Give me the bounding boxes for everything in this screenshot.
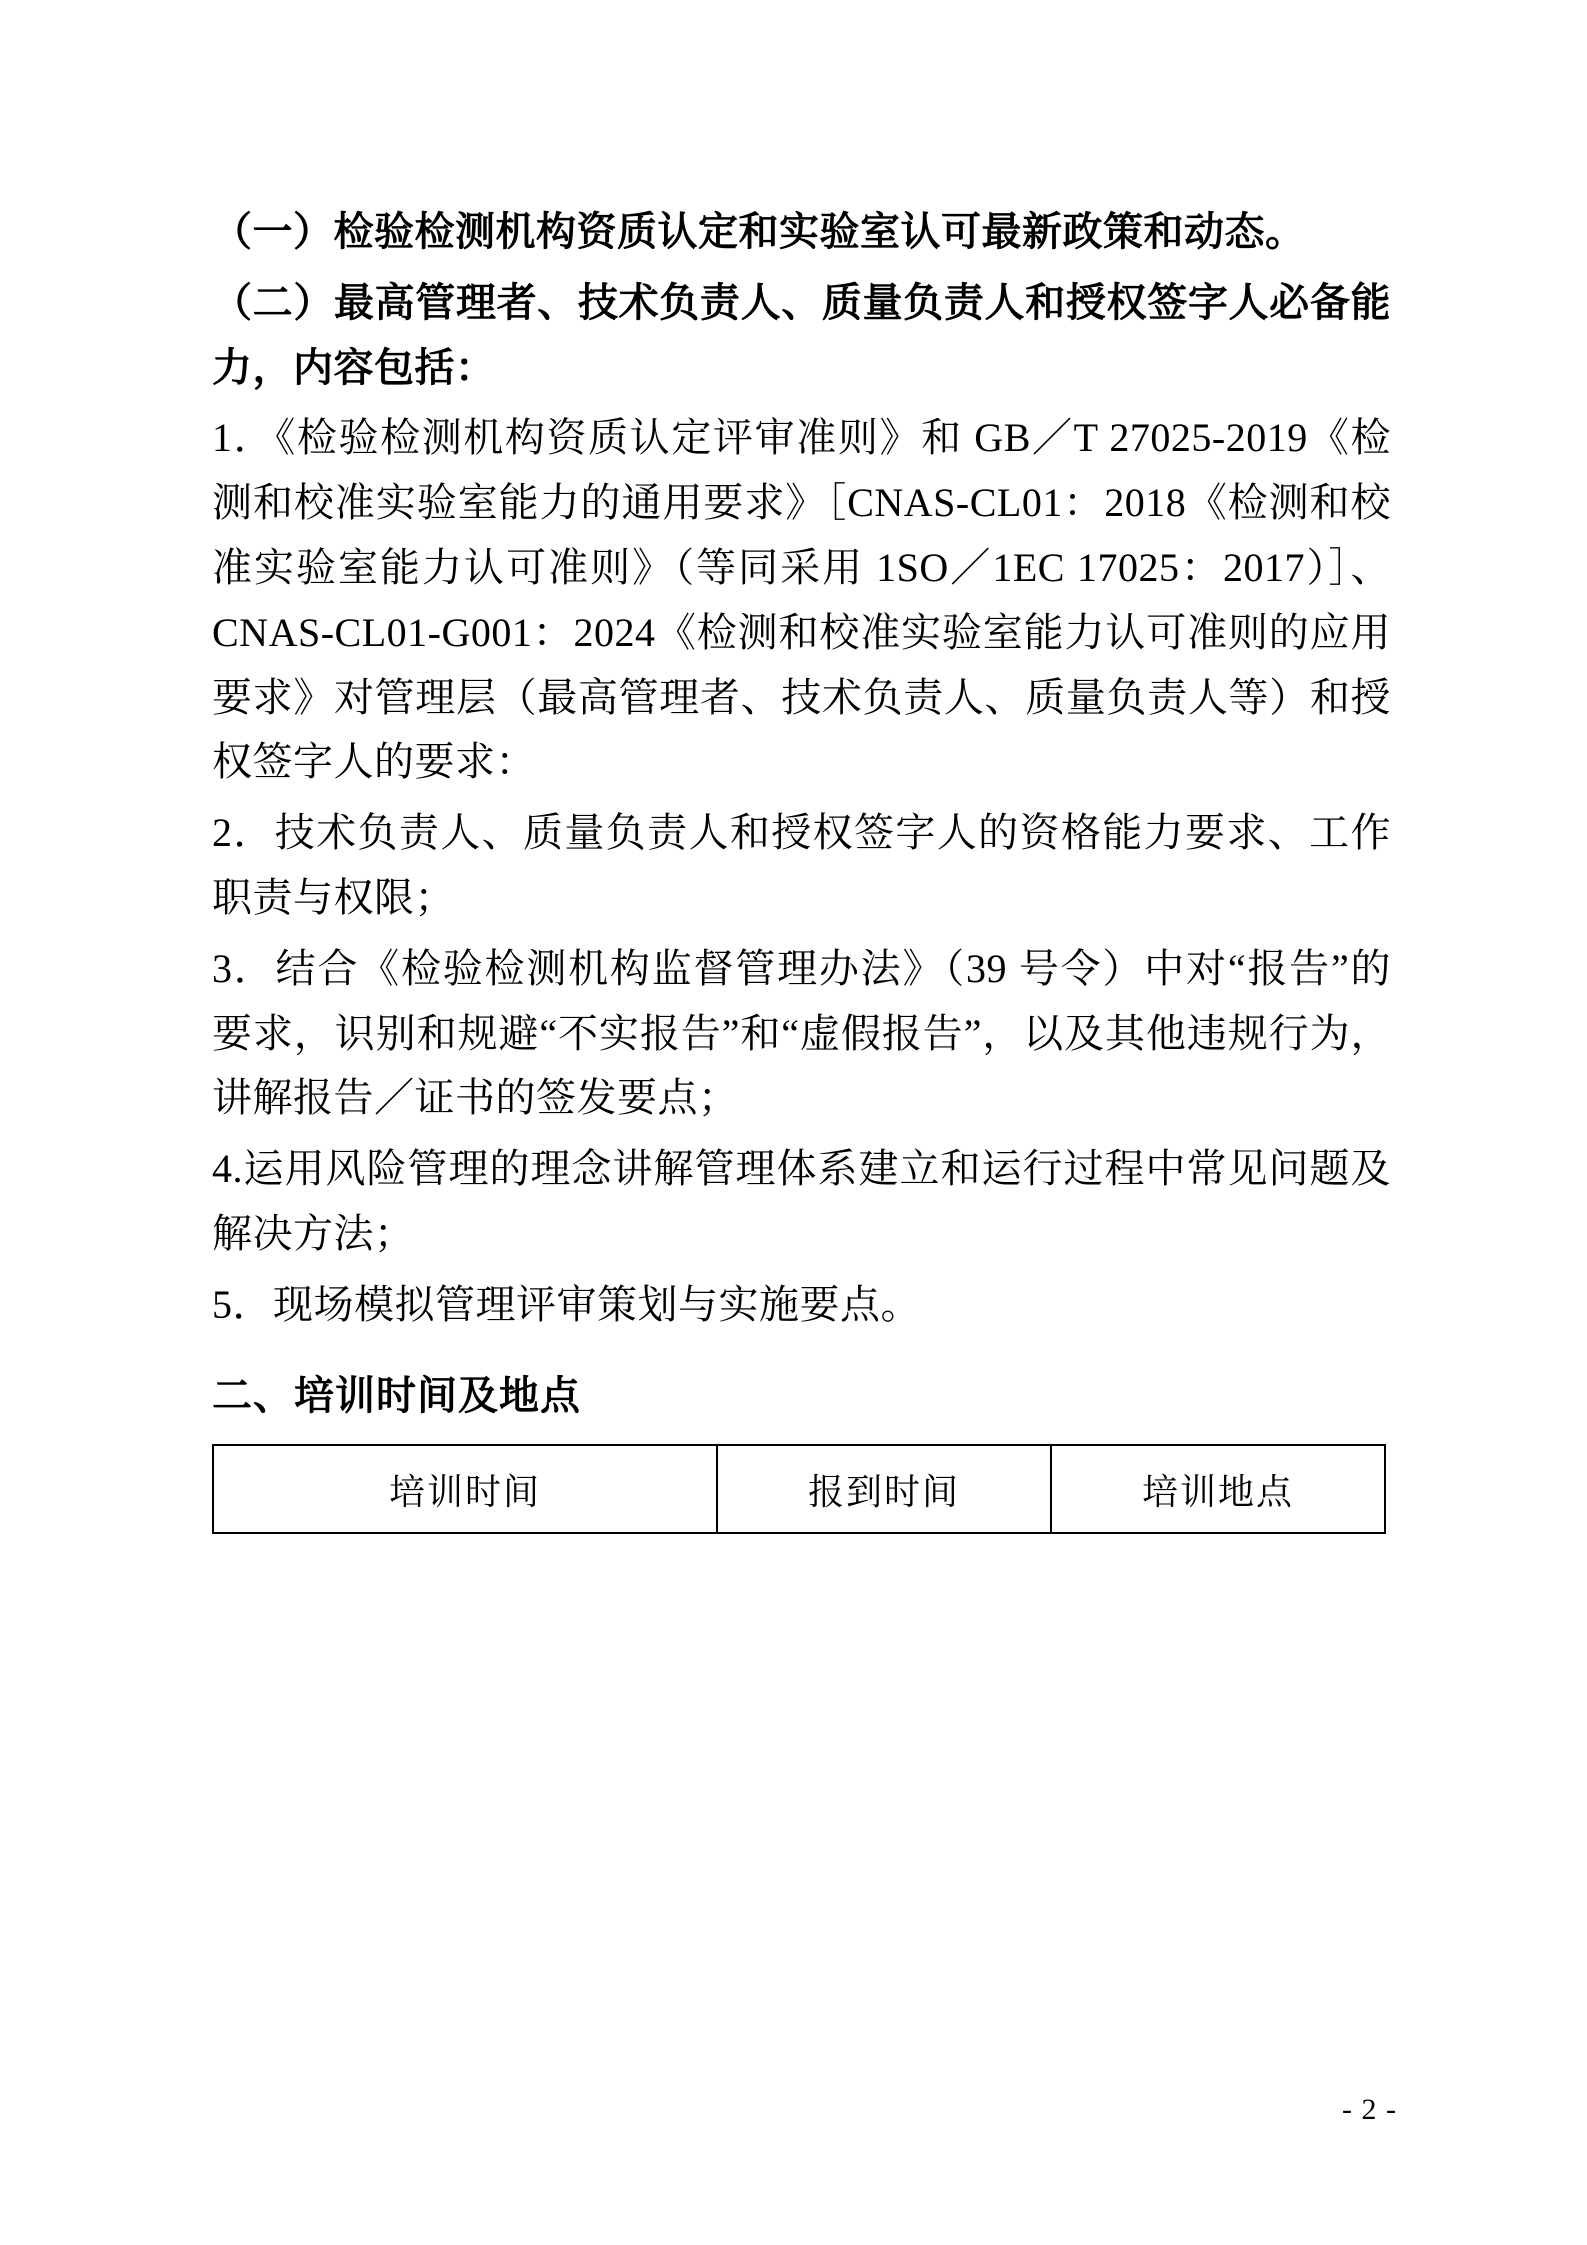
table-header-check-in-time: 报到时间 <box>717 1445 1051 1533</box>
training-schedule-table <box>212 1444 1386 1534</box>
section-heading-training-time-and-place: 二、培训时间及地点 <box>212 1372 581 1418</box>
table-header-training-place: 培训地点 <box>1051 1445 1385 1533</box>
table-row <box>213 1445 1385 1533</box>
paragraph-list-item-1: 1．《检验检测机构资质认定评审准则》和 GB／T 27025-2019《检测和校准实验室能力的通用要求》［CNAS-CL01：2018《检测和校准实验室能力认可准则》（等同采用 1SO／1EC 17025：2017）］、CNAS-CL01-G001：2024《检测和校准实验室能力认可准则的应用要求》对管理层（最高管理者、技术负责人、质量负责人等）和授权签字人的要求： <box>212 415 1391 785</box>
table-header-training-time: 培训时间 <box>213 1445 717 1533</box>
page-number: - 2 - <box>1342 2093 1397 2126</box>
paragraph-list-item-2: 2．技术负责人、质量负责人和授权签字人的资格能力要求、工作职责与权限； <box>212 810 1391 920</box>
paragraph-section-one-item-1: （一）检验检测机构资质认定和实验室认可最新政策和动态。 <box>212 209 1306 254</box>
paragraph-section-one-item-2: （二）最高管理者、技术负责人、质量负责人和授权签字人必备能力，内容包括： <box>212 279 1391 390</box>
paragraph-list-item-4: 4.运用风险管理的理念讲解管理体系建立和运行过程中常见问题及解决方法； <box>212 1146 1391 1256</box>
paragraph-list-item-5: 5．现场模拟管理评审策划与实施要点。 <box>212 1281 921 1327</box>
paragraph-list-item-3: 3．结合《检验检测机构监督管理办法》（39 号令）中对“报告”的要求，识别和规避“不实报告”和“虚假报告”，以及其他违规行为，讲解报告／证书的签发要点； <box>212 945 1391 1121</box>
